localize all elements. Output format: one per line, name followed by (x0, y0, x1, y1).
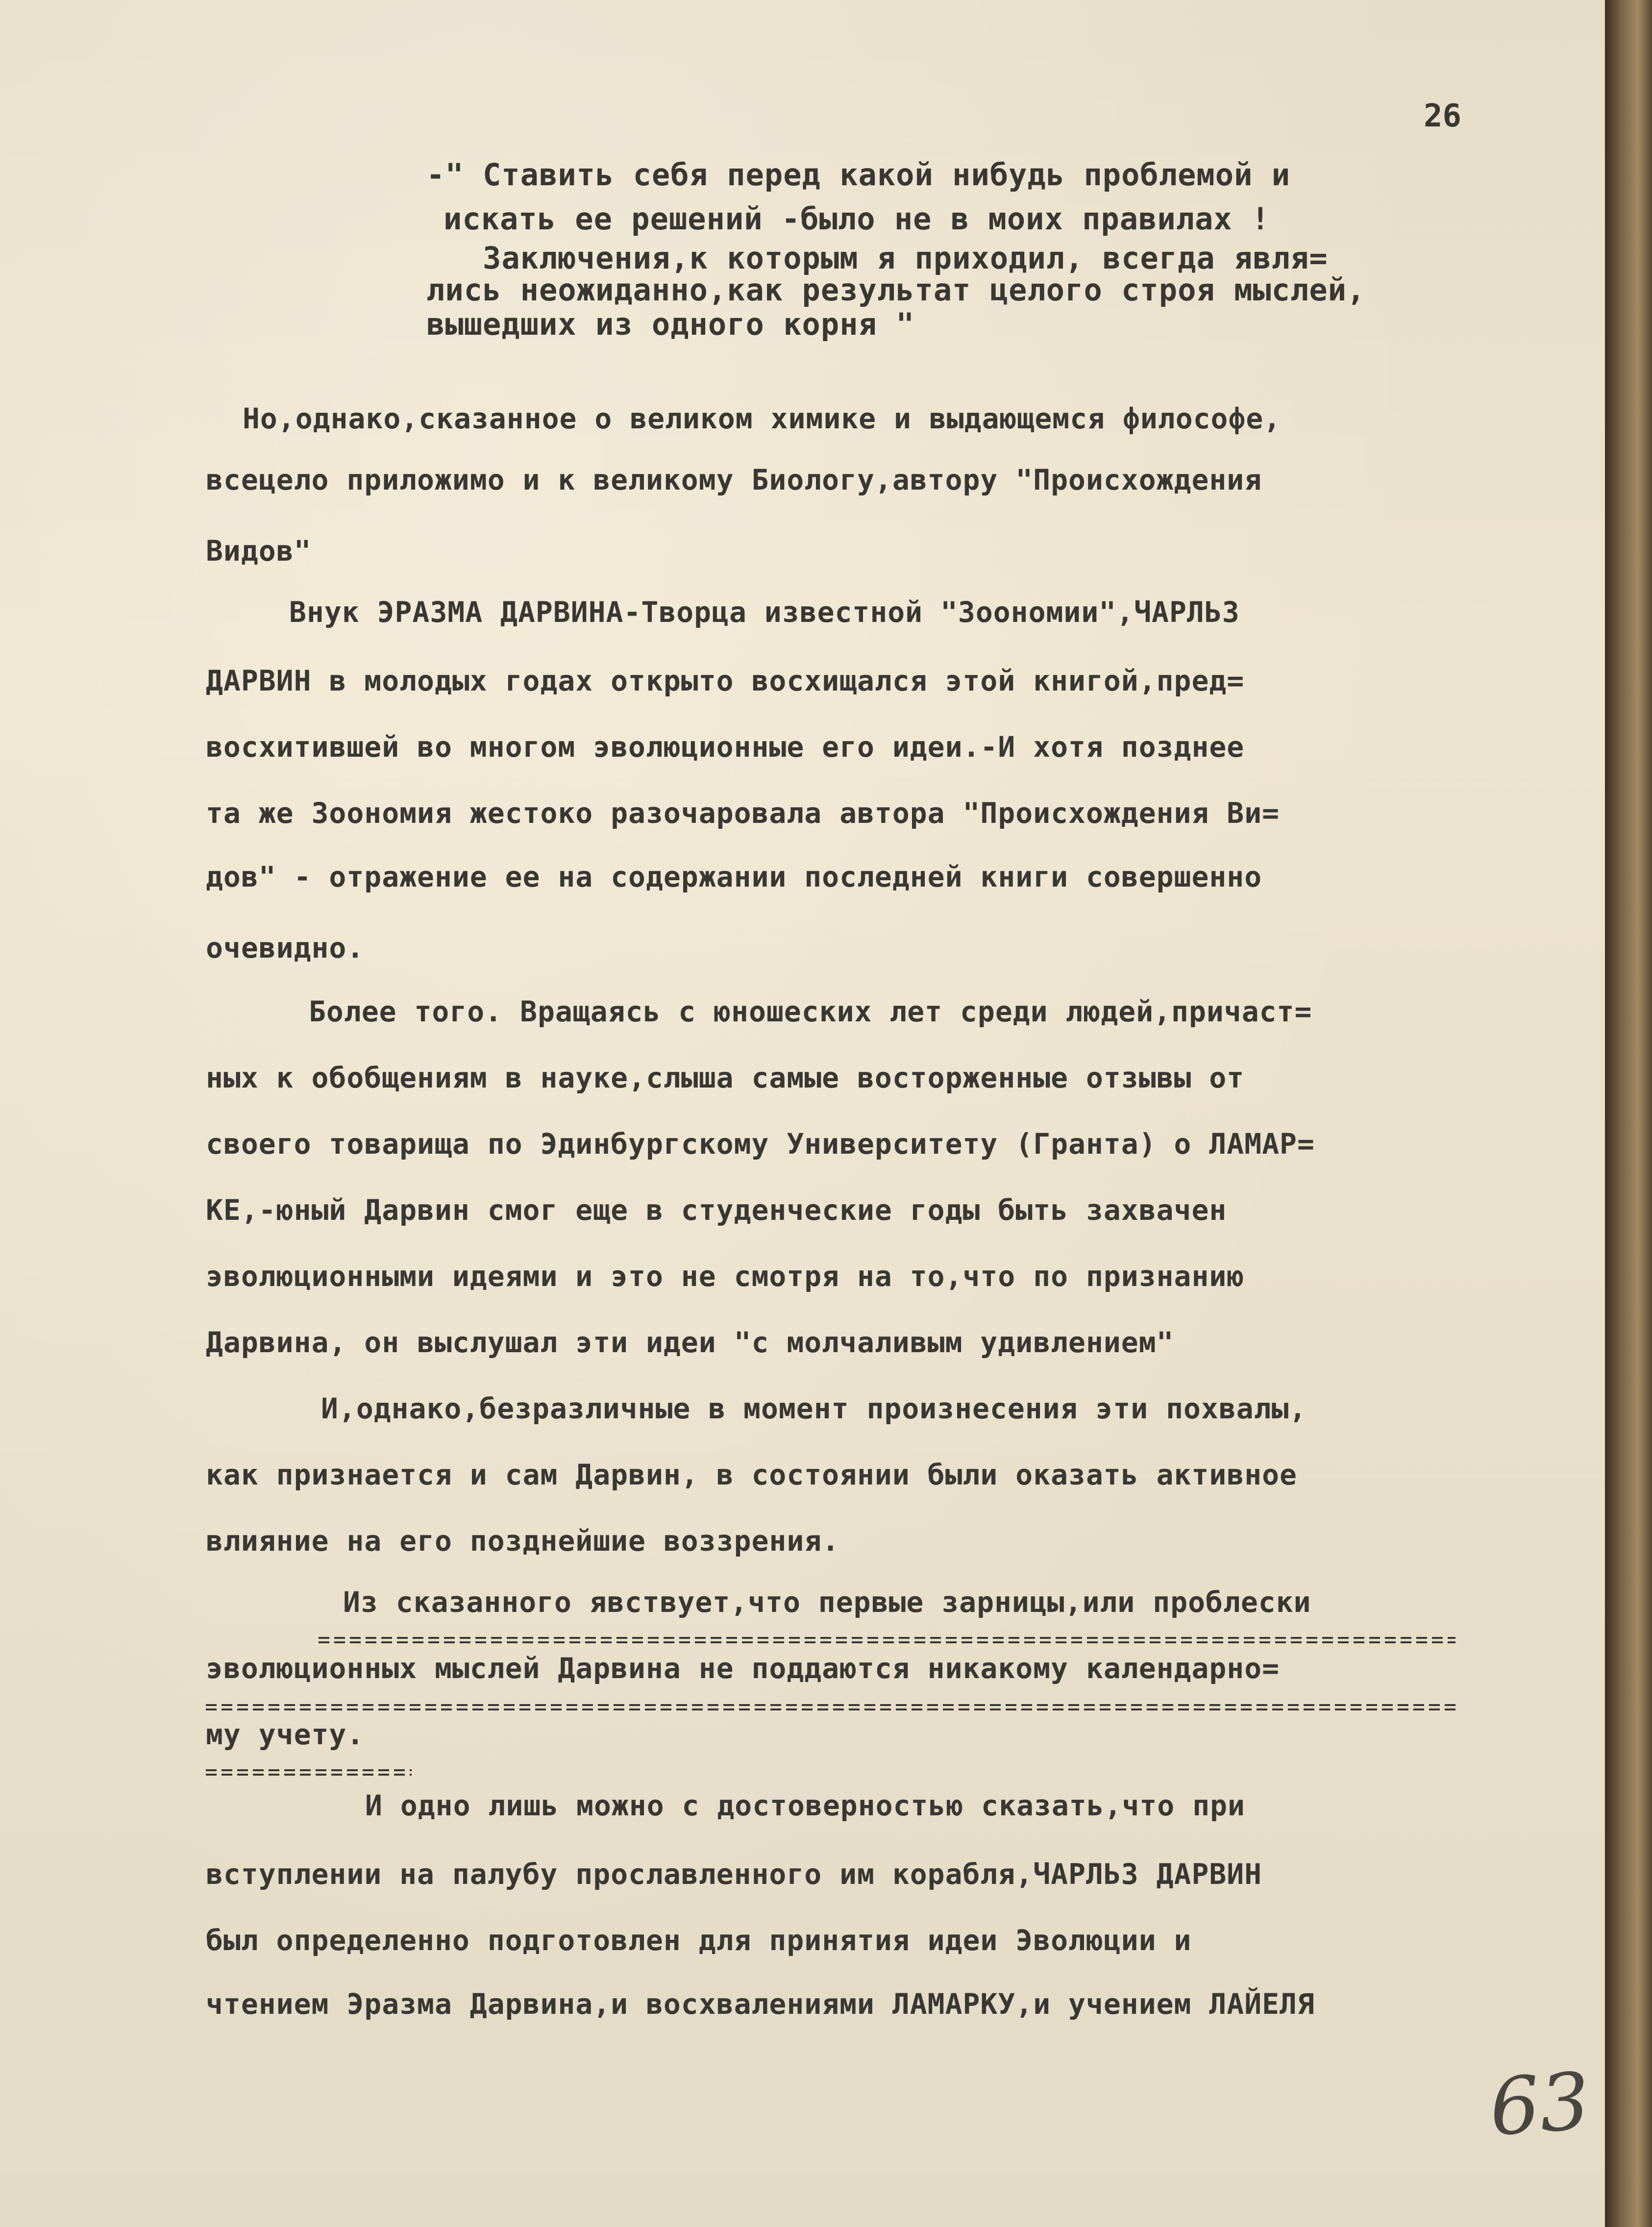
body-line-underlined: Из сказанного явствует,что первые зарницы,или проблески (343, 1585, 1311, 1619)
page-number: 26 (1424, 98, 1462, 134)
body-line-underlined: му учету. (206, 1718, 365, 1751)
body-line: эволюционными идеями и это не смотря на то,что по признанию (206, 1260, 1245, 1293)
quote-line: вышедших из одного корня " (426, 306, 915, 342)
body-line: был определенно подготовлен для принятия идеи Эволюции и (206, 1924, 1192, 1957)
body-line: та же Зоономия жестоко разочаровала автора "Происхождения Ви= (206, 796, 1280, 830)
body-line: И,однако,безразличные в момент произнесения эти похвалы, (321, 1392, 1307, 1425)
quote-line: Заключения,к которым я приходил, всегда явля= (483, 240, 1328, 276)
body-line: своего товарища по Эдинбургскому Университету (Гранта) о ЛАМАР= (206, 1127, 1315, 1161)
body-line: И одно лишь можно с достоверностью сказать,что при (365, 1789, 1245, 1822)
quote-line: лись неожиданно,как результат целого строя мыслей, (426, 272, 1366, 308)
body-line: восхитившей во многом эволюционные его идеи.-И хотя позднее (206, 730, 1245, 764)
body-line: ДАРВИН в молодых годах открыто восхищался этой книгой,пред= (206, 664, 1245, 697)
double-underline-rule (319, 1636, 1455, 1645)
double-underline-rule (206, 1703, 1455, 1712)
archive-page-number: 63 (1486, 2055, 1593, 2153)
body-line: всецело приложимо и к великому Биологу,автору "Происхождения (206, 463, 1262, 496)
binder-edge (1605, 0, 1652, 2227)
body-line: вступлении на палубу прославленного им корабля,ЧАРЛЬЗ ДАРВИН (206, 1857, 1262, 1891)
body-line-underlined: эволюционных мыслей Дарвина не поддаются никакому календарно= (206, 1652, 1280, 1685)
body-line: как признается и сам Дарвин, в состоянии были оказать активное (206, 1458, 1297, 1491)
body-line: дов" - отражение ее на содержании последней книги совершенно (206, 860, 1262, 893)
body-line: ных к обобщениям в науке,слыша самые восторженные отзывы от (206, 1061, 1245, 1094)
body-line: Более того. Вращаясь с юношеских лет среди людей,причаст= (309, 995, 1312, 1028)
double-underline-rule (206, 1768, 412, 1777)
body-line: КЕ,-юный Дарвин смог еще в студенческие годы быть захвачен (206, 1193, 1227, 1227)
quote-line: -" Ставить себя перед какой нибудь проблемой и (426, 157, 1291, 193)
body-line: очевидно. (206, 931, 365, 965)
body-line: Видов" (206, 534, 312, 568)
body-line: влияние на его позднейшие воззрения. (206, 1524, 840, 1558)
body-line: Внук ЭРАЗМА ДАРВИНА-Творца известной "Зоономии",ЧАРЛЬЗ (289, 595, 1240, 629)
body-line: Но,однако,сказанное о великом химике и выдающемся философе, (243, 402, 1282, 435)
quote-line: искать ее решений -было не в моих правилах ! (444, 201, 1270, 237)
body-line: Дарвина, он выслушал эти идеи "с молчаливым удивлением" (206, 1326, 1174, 1359)
body-line: чтением Эразма Дарвина,и восхвалениями ЛАМАРКУ,и учением ЛАЙЕЛЯ (206, 1987, 1315, 2021)
